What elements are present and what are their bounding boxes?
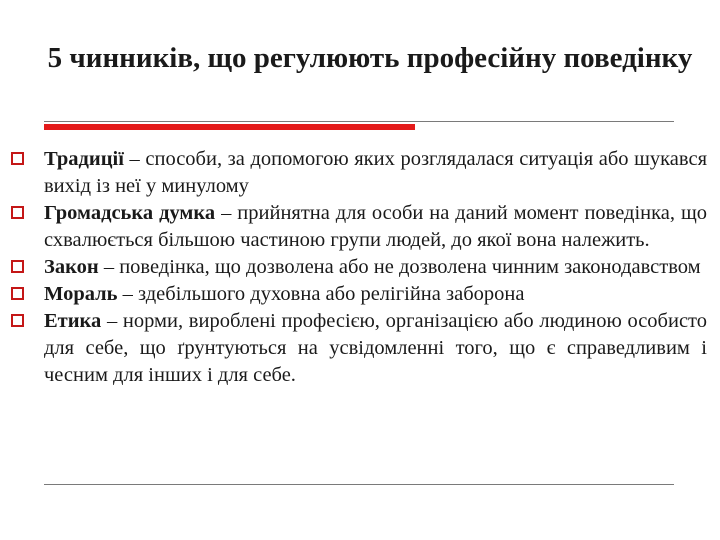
hollow-square-icon <box>11 206 24 219</box>
item-text: – поведінка, що дозволена або не дозволена чинним законодавством <box>98 256 701 278</box>
item-text: – способи, за допомогою яких розглядалася ситуація або шукався вихід із неї у минулому <box>44 148 707 197</box>
item-term: Етика <box>44 310 102 332</box>
hollow-square-icon <box>11 152 24 165</box>
item-text: – норми, вироблені професією, організацією або людиною особисто для себе, що ґрунтуються на усвідомленні того, що є справедливим і чесним для інших і для себе. <box>44 310 707 386</box>
item-text: – прийнятна для особи на даний момент поведінка, що схвалюється більшою частиною групи людей, до якої вона належить. <box>44 202 707 251</box>
item-term: Мораль <box>44 283 118 305</box>
hollow-square-icon <box>11 287 24 300</box>
list-item-law <box>0 254 707 281</box>
item-term: Громадська думка <box>44 202 216 224</box>
item-text: – здебільшого духовна або релігійна заборона <box>117 283 525 305</box>
title-divider-accent <box>44 124 415 130</box>
bottom-divider <box>44 484 674 485</box>
list-item-ethics <box>0 308 707 389</box>
list-item-public-opinion <box>0 200 707 254</box>
factors-list <box>0 146 720 389</box>
slide-title: 5 чинників, що регулюють професійну поведінку <box>47 42 693 74</box>
item-term: Традиції <box>44 148 124 170</box>
list-item-traditions <box>0 146 707 200</box>
list-item-morality <box>0 281 707 308</box>
hollow-square-icon <box>11 260 24 273</box>
title-divider-thin <box>44 121 674 122</box>
item-term: Закон <box>44 256 99 278</box>
hollow-square-icon <box>11 314 24 327</box>
